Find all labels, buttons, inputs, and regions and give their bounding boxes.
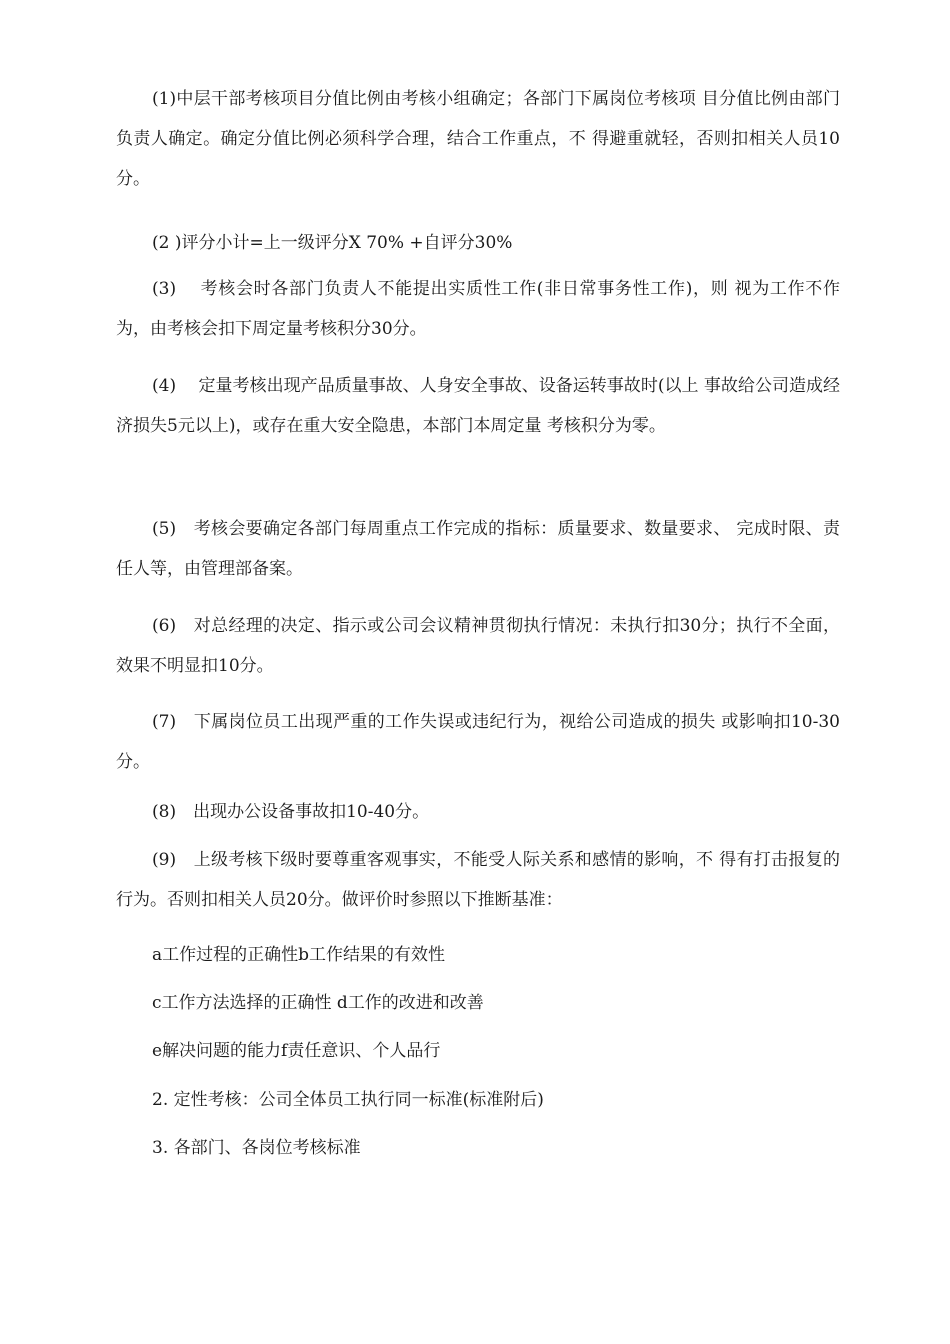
paragraph-item-6: (6) 对总经理的决定、指示或公司会议精神贯彻执行情况：未执行扣30分；执行不全面，效果不明显扣10分。 — [116, 616, 840, 676]
paragraph-item-9: (9) 上级考核下级时要尊重客观事实，不能受人际关系和感情的影响，不 得有打击报复的行为。否则扣相关人员20分。做评价时参照以下推断基准： — [116, 850, 840, 910]
paragraph-item-8: (8) 出现办公设备事故扣10-40分。 — [152, 802, 430, 822]
paragraph-item-1: (1)中层干部考核项目分值比例由考核小组确定；各部门下属岗位考核项 目分值比例由部门负责人确定。确定分值比例必须科学合理，结合工作重点，不 得避重就轻，否则扣相关人员10分。 — [116, 89, 840, 189]
paragraph-item-4: (4) 定量考核出现产品质量事故、人身安全事故、设备运转事故时(以上 事故给公司造成经济损失5元以上)，或存在重大安全隐患，本部门本周定量 考核积分为零。 — [116, 376, 840, 436]
criteria-line-ef: e解决问题的能力f责任意识、个人品行 — [152, 1041, 441, 1061]
paragraph-item-7: (7) 下属岗位员工出现严重的工作失误或违纪行为，视给公司造成的损失 或影响扣10-30分。 — [116, 712, 840, 772]
paragraph-item-2: (2 )评分小计=上一级评分X 70% +自评分30% — [152, 233, 513, 253]
criteria-line-ab: a工作过程的正确性b工作结果的有效性 — [152, 945, 446, 965]
section-department-standards: 3. 各部门、各岗位考核标准 — [152, 1138, 361, 1158]
criteria-line-cd: c工作方法选择的正确性 d工作的改进和改善 — [152, 993, 484, 1013]
paragraph-item-3: (3) 考核会时各部门负责人不能提出实质性工作(非日常事务性工作)，则 视为工作不作为，由考核会扣下周定量考核积分30分。 — [116, 279, 840, 339]
section-qualitative-assessment: 2. 定性考核：公司全体员工执行同一标准(标准附后) — [152, 1090, 544, 1110]
paragraph-item-5: (5) 考核会要确定各部门每周重点工作完成的指标：质量要求、数量要求、 完成时限、责任人等，由管理部备案。 — [116, 519, 840, 579]
